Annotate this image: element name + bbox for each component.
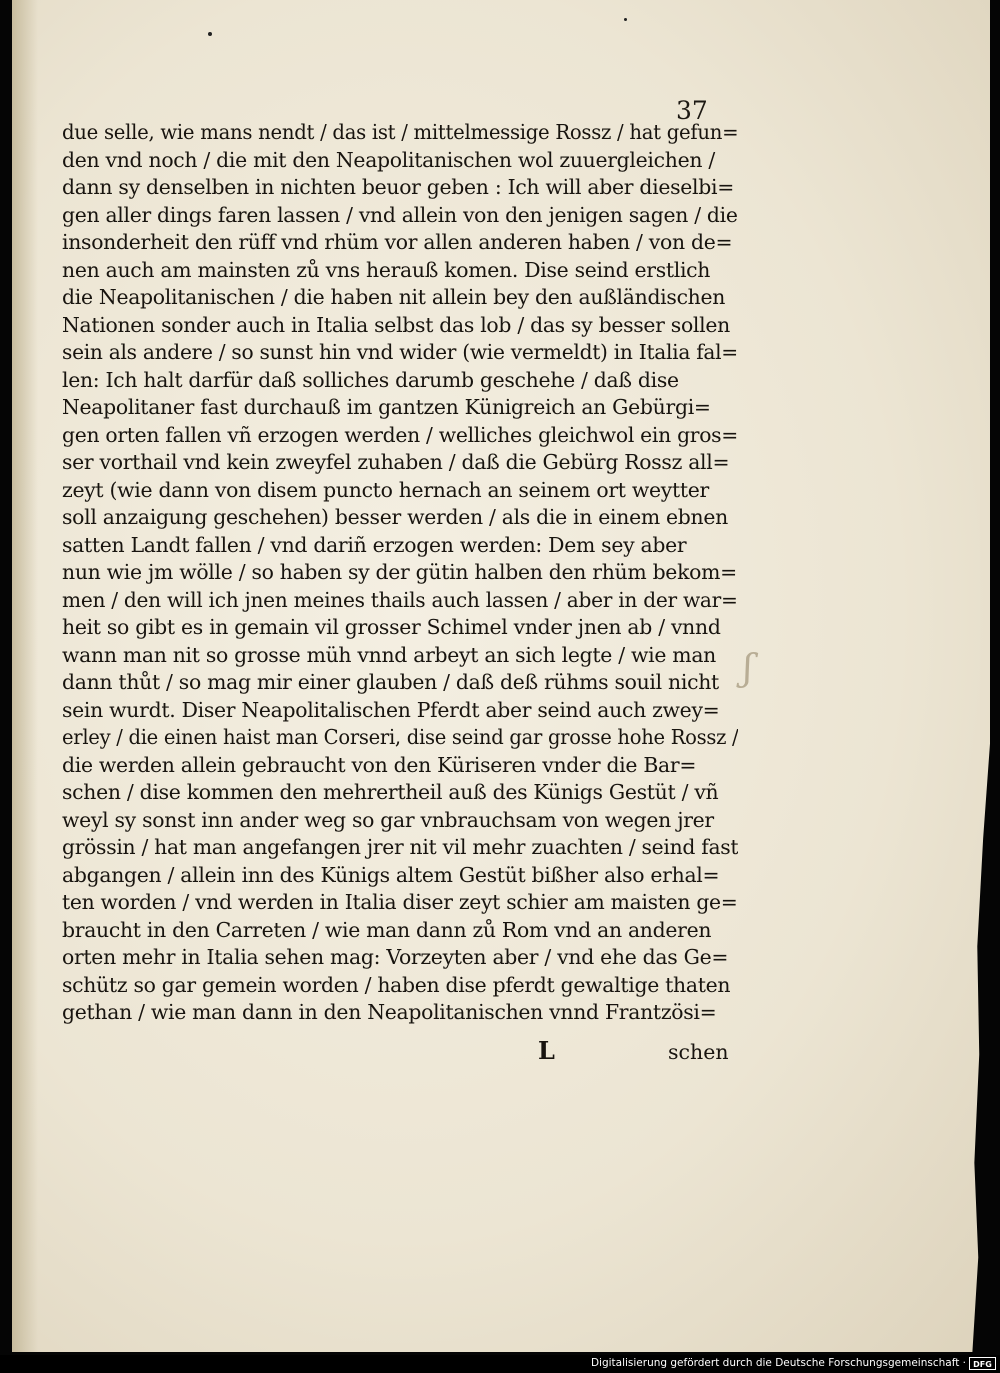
text-line: grössin / hat man angefangen jrer nit vil mehr zuachten / seind fast [62,835,738,859]
text-line: heit so gibt es in gemain vil grosser Schimel vnder jnen ab / vnnd [62,615,721,639]
text-line: sein wurdt. Diser Neapolitalischen Pferdt aber seind auch zwey= [62,697,720,722]
text-block [62,119,742,1027]
dfg-logo: DFG [969,1357,996,1370]
text-line: soll anzaigung geschehen) besser werden / als die in einem ebnen [62,505,728,529]
marginal-ink-mark: ʃ [743,648,753,689]
text-line: Nationen sonder auch in Italia selbst das lob / das sy besser sollen [62,312,730,337]
text-line: dann thůt / so mag mir einer glauben / daß deß rühms souil nicht [62,670,719,694]
text-line: zeyt (wie dann von disem puncto hernach an seinem ort weytter [62,477,709,502]
text-line: braucht in den Carreten / wie man dann zů Rom vnd an anderen [62,917,712,942]
text-line: schütz so gar gemein worden / haben dise pferdt gewaltige thaten [62,972,731,997]
footer-credit: Digitalisierung gefördert durch die Deutsche Forschungsgemeinschaft · [590,1357,966,1369]
text-line: die werden allein gebraucht von den Küriseren vnder die Bar= [62,752,697,777]
text-line: ser vorthail vnd kein zweyfel zuhaben / daß die Gebürg Rossz all= [62,450,730,474]
text-line: Neapolitaner fast durchauß im gantzen Künigreich an Gebürgi= [62,395,711,419]
text-line: men / den will ich jnen meines thails auch lassen / aber in der war= [62,587,738,612]
text-line: abgangen / allein inn des Künigs altem Gestüt bißher also erhal= [62,862,720,887]
text-line: den vnd noch / die mit den Neapolitanischen wol zuuergleichen / [62,147,715,172]
text-line: dann sy denselben in nichten beuor geben : Ich will aber dieselbi= [62,175,735,199]
text-line: schen / dise kommen den mehrertheil auß des Künigs Gestüt / vñ [62,780,719,804]
ink-speck [208,32,212,36]
text-line: weyl sy sonst inn ander weg so gar vnbrauchsam von wegen jrer [62,807,714,832]
text-line: wann man nit so grosse müh vnnd arbeyt an sich legte / wie man [62,642,717,667]
text-line: erley / die einen haist man Corseri, dise seind gar grosse hohe Rossz / [62,725,738,749]
text-line: die Neapolitanischen / die haben nit allein bey den außländischen [62,285,726,309]
text-line: gen aller dings faren lassen / vnd allein von den jenigen sagen / die [62,202,738,227]
text-line: due selle, wie mans nendt / das ist / mittelmessige Rossz / hat gefun= [62,120,738,144]
text-line: gethan / wie man dann in den Neapolitanischen vnnd Frantzösi= [62,1000,717,1024]
ink-speck [624,18,627,21]
text-line: orten mehr in Italia sehen mag: Vorzeyten aber / vnd ehe das Ge= [62,945,729,969]
text-line: gen orten fallen vñ erzogen werden / welliches gleichwol ein gros= [62,422,738,447]
text-line: nen auch am mainsten zů vns herauß komen. Dise seind erstlich [62,257,711,282]
text-line: insonderheit den rüff vnd rhüm vor allen anderen haben / von de= [62,230,733,254]
catchword: schen [668,1040,729,1064]
text-line: len: Ich halt darfür daß solliches darumb geschehe / daß dise [62,367,679,392]
folio-number: 37 [676,96,708,125]
text-line: satten Landt fallen / vnd dariñ erzogen werden: Dem sey aber [62,532,687,557]
text-line: sein als andere / so sunst hin vnd wider (wie vermeldt) in Italia fal= [62,340,738,364]
signature-mark: L [538,1036,555,1065]
text-line: ten worden / vnd werden in Italia diser zeyt schier am maisten ge= [62,890,738,914]
text-line: nun wie jm wölle / so haben sy der gütin halben den rhüm bekom= [62,560,737,584]
